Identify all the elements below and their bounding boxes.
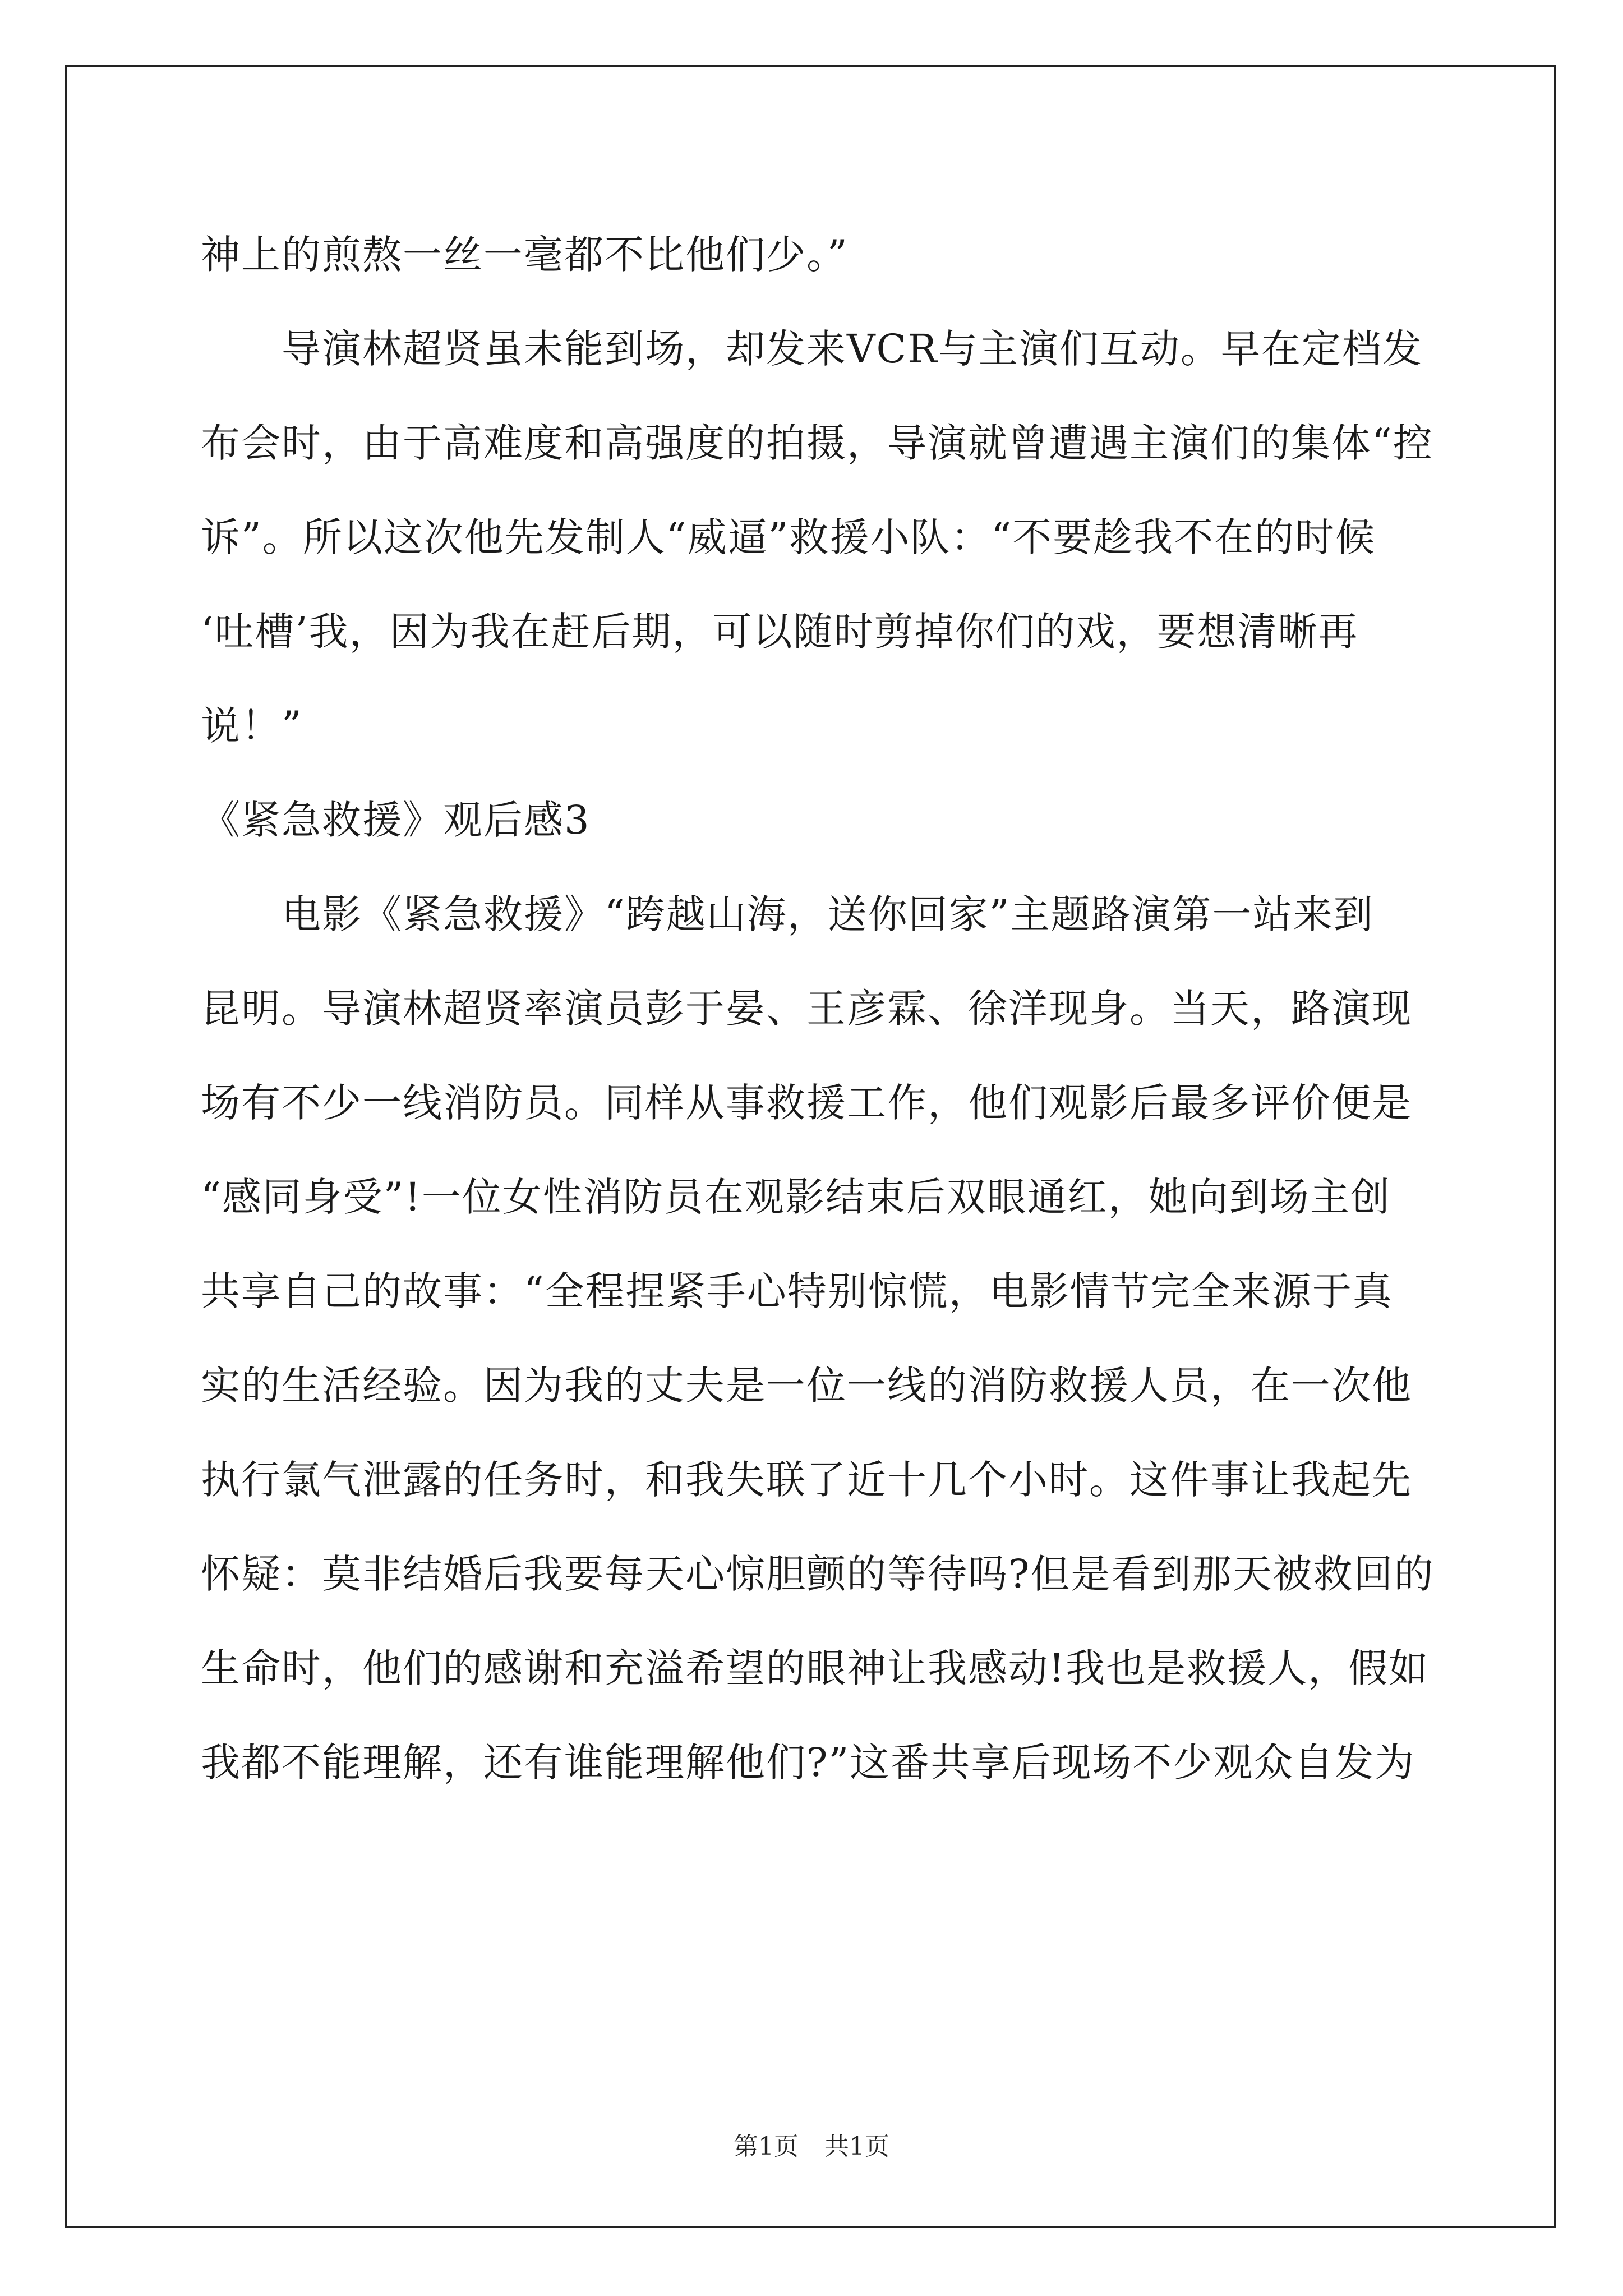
text-line: 共享自己的故事：“全程捏紧手心特别惊慌，电影情节完全来源于真 (201, 1268, 1393, 1314)
page-total: 共1页 (824, 2132, 889, 2161)
section-heading: 《紧急救援》观后感3 (201, 797, 591, 843)
text-line: 实的生活经验。因为我的丈夫是一位一线的消防救援人员，在一次他 (201, 1363, 1412, 1409)
document-body (201, 208, 1435, 1810)
text-line: ‘吐槽’我，因为我在赶后期，可以随时剪掉你们的戏，要想清晰再 (201, 609, 1359, 655)
text-line: 神上的煎熬一丝一毫都不比他们少。” (201, 232, 849, 278)
text-line: 说！” (201, 703, 303, 749)
text-line: 我都不能理解，还有谁能理解他们?”这番共享后现场不少观众自发为 (201, 1740, 1415, 1786)
page-footer (0, 2126, 1623, 2162)
text-line: 怀疑：莫非结婚后我要每天心惊胆颤的等待吗?但是看到那天被救回的 (201, 1551, 1435, 1597)
text-line: 导演林超贤虽未能到场，却发来VCR与主演们互动。早在定档发 (282, 326, 1423, 372)
text-line: 场有不少一线消防员。同样从事救援工作，他们观影后最多评价便是 (201, 1080, 1412, 1126)
text-line: 昆明。导演林超贤率演员彭于晏、王彦霖、徐洋现身。当天，路演现 (201, 986, 1412, 1032)
text-line: 布会时，由于高难度和高强度的拍摄，导演就曾遭遇主演们的集体“控 (201, 420, 1433, 466)
text-line: 诉”。所以这次他先发制人“威逼”救援小队：“不要趁我不在的时候 (201, 514, 1376, 560)
text-line: 执行氯气泄露的任务时，和我失联了近十几个小时。这件事让我起先 (201, 1457, 1412, 1503)
text-line: 生命时，他们的感谢和充溢希望的眼神让我感动!我也是救援人，假如 (201, 1645, 1430, 1691)
page-number: 第1页 (734, 2132, 799, 2161)
text-line: 电影《紧急救援》“跨越山海，送你回家”主题路演第一站来到 (282, 891, 1374, 937)
text-line: “感同身受”!一位女性消防员在观影结束后双眼通红，她向到场主创 (201, 1174, 1391, 1220)
